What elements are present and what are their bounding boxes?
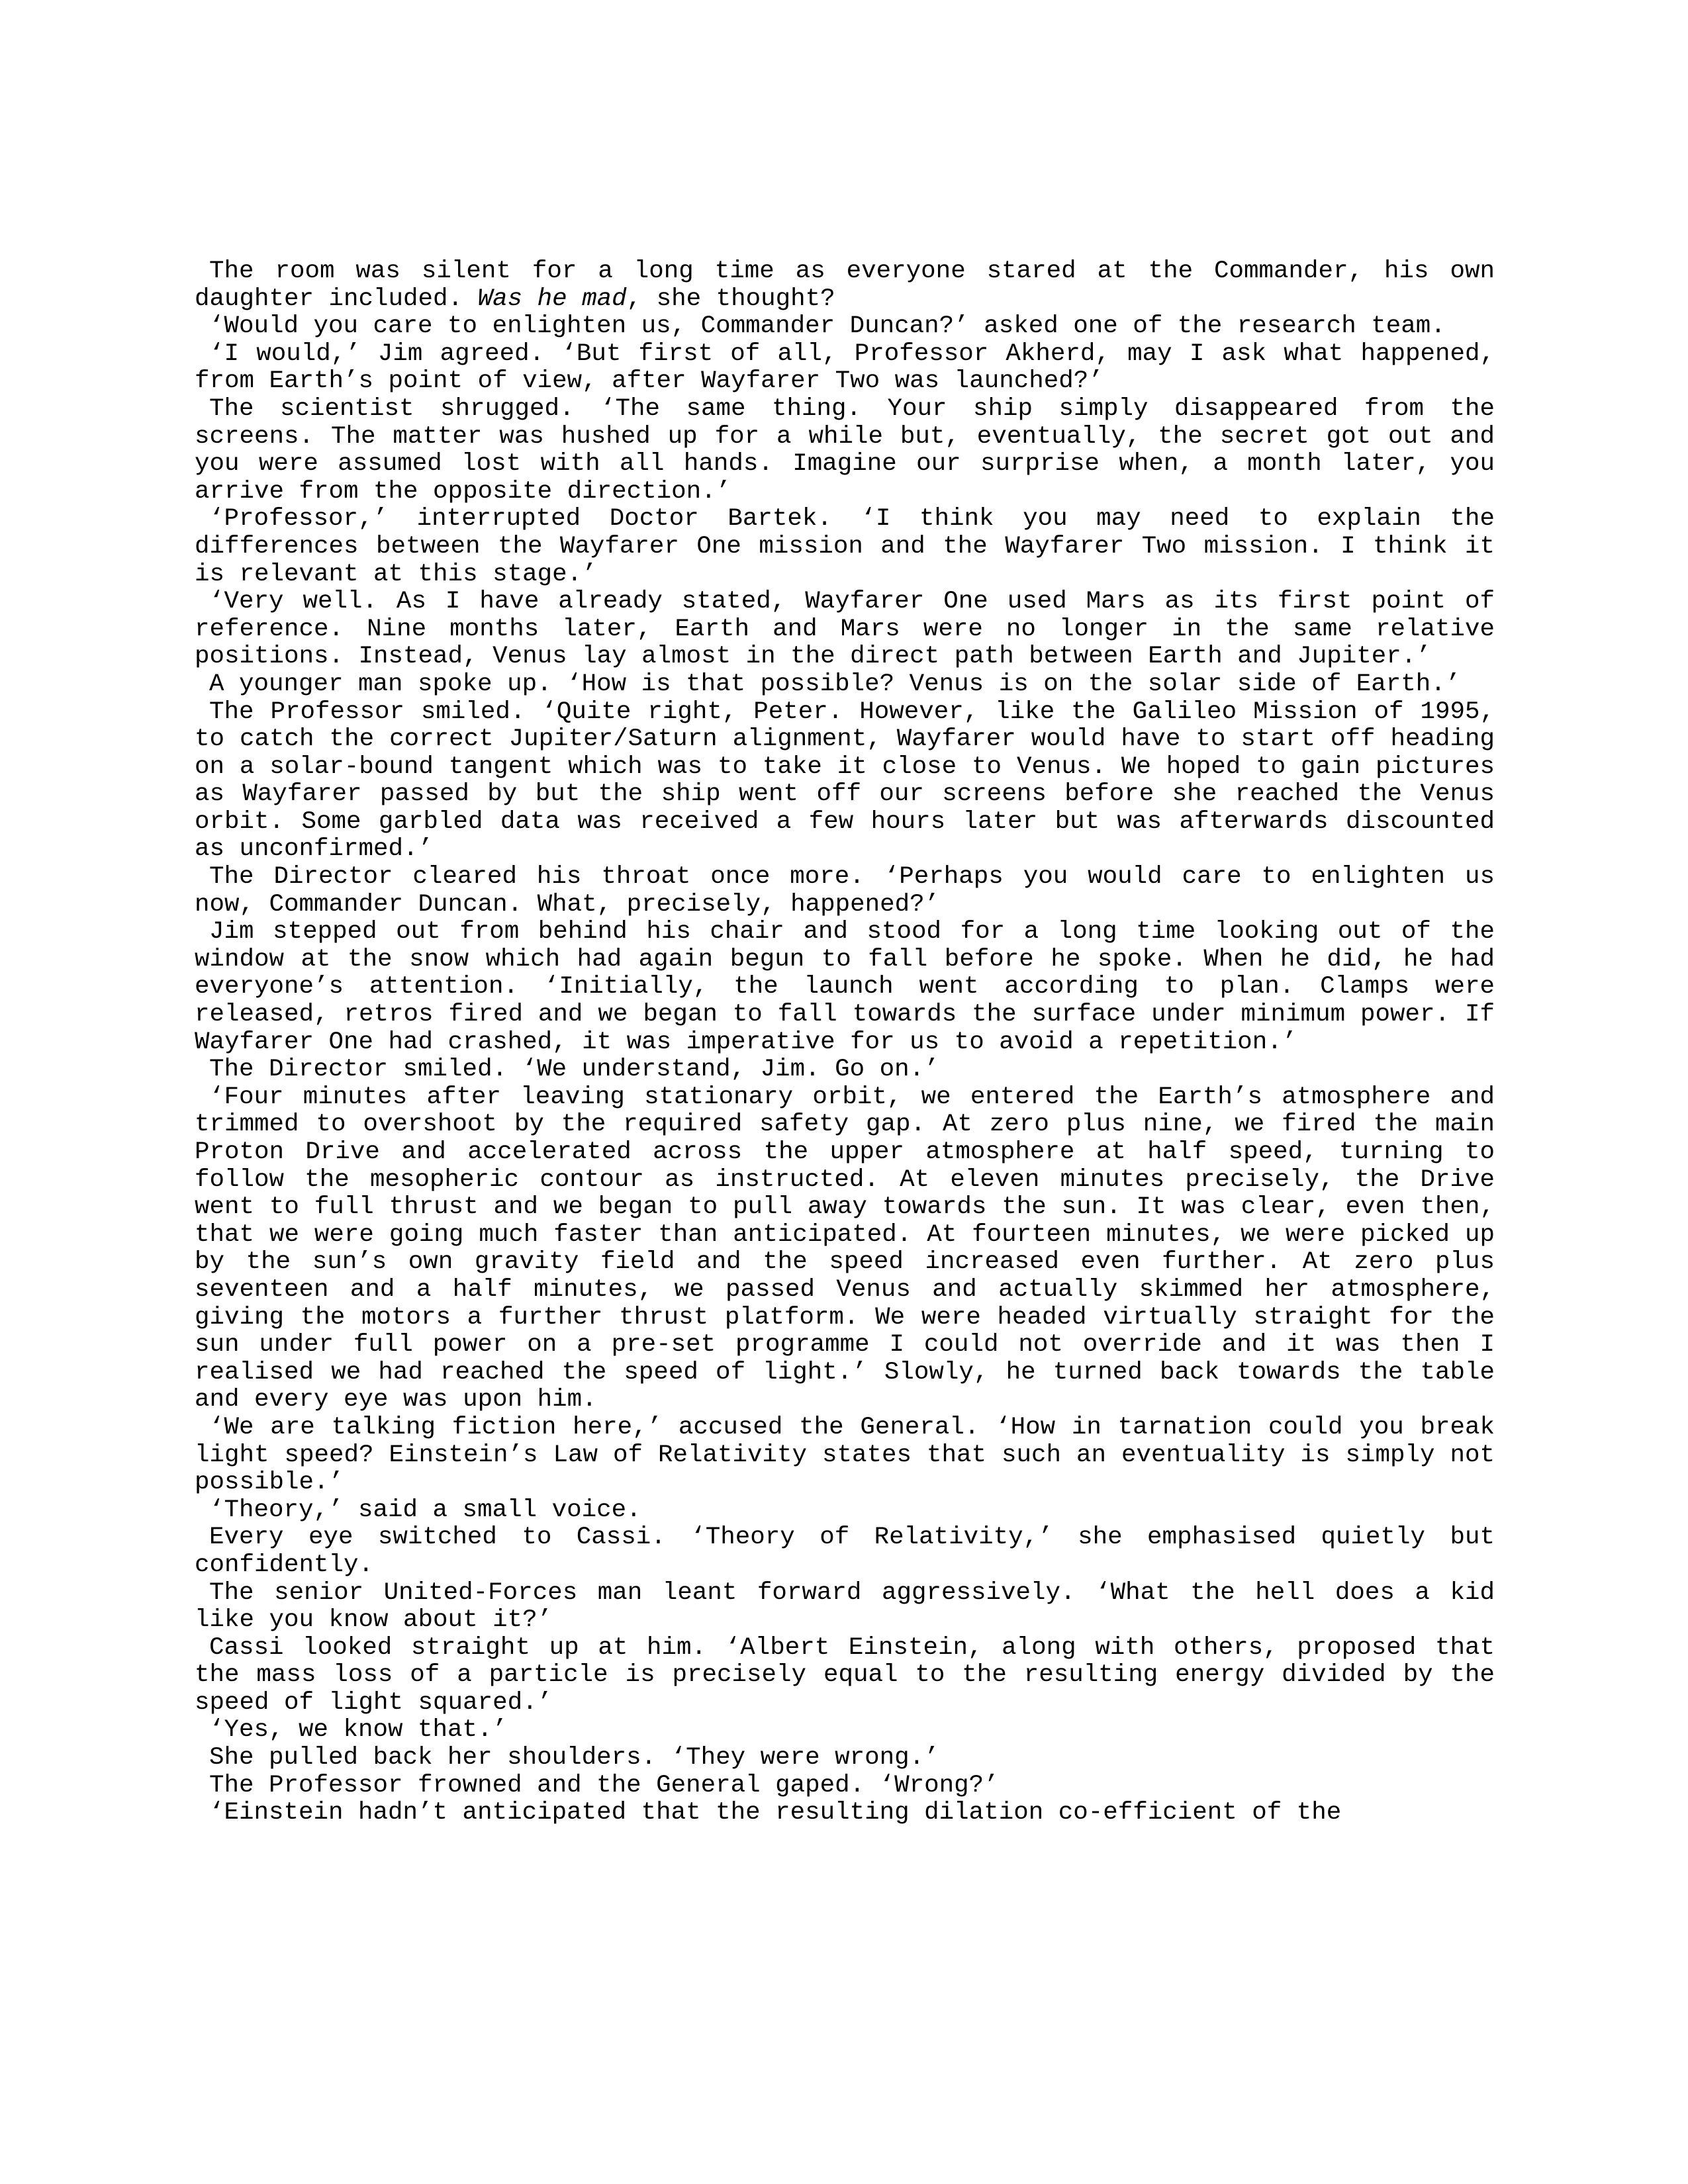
paragraph: The Director smiled. ‘We understand, Jim. Go on.’ — [209, 1056, 939, 1084]
paragraph-text: , she thought? — [626, 285, 835, 313]
paragraph: The Director cleared his throat once more. ‘Perhaps you would care to enlighten us now, Commander Duncan. What, precisely, happened?’ — [195, 863, 1495, 919]
italic-text: Was he mad — [477, 285, 627, 313]
paragraph-text: The room was silent for a long time as everyone stared at the Commander, his own daughter included. — [195, 257, 1495, 313]
paragraph: Cassi looked straight up at him. ‘Albert Einstein, along with others, proposed that the mass loss of a particle is precisely equal to the resulting energy divided by the speed of light squared.’ — [195, 1633, 1495, 1717]
paragraph: She pulled back her shoulders. ‘They were wrong.’ — [209, 1744, 939, 1772]
page-body — [195, 258, 1495, 1827]
paragraph: ‘Professor,’ interrupted Doctor Bartek. ‘I think you may need to explain the differences between the Wayfarer One mission and the Wayfarer Two mission. I think it is relevant at this stage.’ — [195, 505, 1495, 588]
paragraph: ‘Einstein hadn’t anticipated that the resulting dilation co-efficient of the — [209, 1799, 1342, 1827]
paragraph: ‘Yes, we know that.’ — [209, 1716, 508, 1745]
paragraph: The senior United-Forces man leant forward aggressively. ‘What the hell does a kid like you know about it?’ — [195, 1578, 1495, 1635]
paragraph: ‘Theory,’ said a small voice. — [209, 1496, 641, 1524]
paragraph: The scientist shrugged. ‘The same thing. Your ship simply disappeared from the screens. The matter was hushed up for a while but, eventually, the secret got out and you were assumed lost with all hands. Imagine our surprise when, a month later, you arrive from the opposite direction.’ — [195, 394, 1495, 506]
paragraph: ‘Very well. As I have already stated, Wayfarer One used Mars as its first point of reference. Nine months later, Earth and Mars were no longer in the same relative positions. Instead, Venus lay almost in the direct path between Earth and Jupiter.’ — [195, 588, 1495, 671]
paragraph: Every eye switched to Cassi. ‘Theory of Relativity,’ she emphasised quietly but confidently. — [195, 1524, 1495, 1579]
paragraph: The Professor smiled. ‘Quite right, Peter. However, like the Galileo Mission of 1995, to catch the correct Jupiter/Saturn alignment, Wayfarer would have to start off heading on a solar-bound tangent which was to take it close to Venus. We hoped to gain pictures as Wayfarer passed by but the ship went off our screens before she reached the Venus orbit. Some garbled data was received a few hours later but was afterwards discounted as unconfirmed.’ — [195, 698, 1495, 864]
paragraph: Jim stepped out from behind his chair and stood for a long time looking out of the window at the snow which had again begun to fall before he spoke. When he did, he had everyone’s attention. ‘Initially, the launch went according to plan. Clamps were released, retros fired and we began to fall towards the surface under minimum power. If Wayfarer One had crashed, it was imperative for us to avoid a repetition.’ — [195, 918, 1495, 1056]
paragraph: ‘We are talking fiction here,’ accused the General. ‘How in tarnation could you break light speed? Einstein’s Law of Relativity states that such an eventuality is simply not possible.’ — [195, 1413, 1495, 1497]
paragraph: The Professor frowned and the General gaped. ‘Wrong?’ — [209, 1771, 999, 1799]
paragraph: A younger man spoke up. ‘How is that possible? Venus is on the solar side of Earth.’ — [209, 670, 1461, 698]
paragraph — [195, 258, 1495, 313]
paragraph: ‘Would you care to enlighten us, Commander Duncan?’ asked one of the research team. — [209, 312, 1446, 341]
paragraph: ‘Four minutes after leaving stationary orbit, we entered the Earth’s atmosphere and trimmed to overshoot by the required safety gap. At zero plus nine, we fired the main Proton Drive and accelerated across the upper atmosphere at half speed, turning to follow the mesopheric contour as instructed. At eleven minutes precisely, the Drive went to full thrust and we began to pull away towards the sun. It was clear, even then, that we were going much faster than anticipated. At fourteen minutes, we were picked up by the sun’s own gravity field and the speed increased even further. At zero plus seventeen and a half minutes, we passed Venus and actually skimmed her atmosphere, giving the motors a further thrust platform. We were headed virtually straight for the sun under full power on a pre-set programme I could not override and it was then I realised we had reached the speed of light.’ Slowly, he turned back towards the table and every eye was upon him. — [195, 1083, 1495, 1414]
paragraph: ‘I would,’ Jim agreed. ‘But first of all, Professor Akherd, may I ask what happened, from Earth’s point of view, after Wayfarer Two was launched?’ — [195, 340, 1495, 396]
